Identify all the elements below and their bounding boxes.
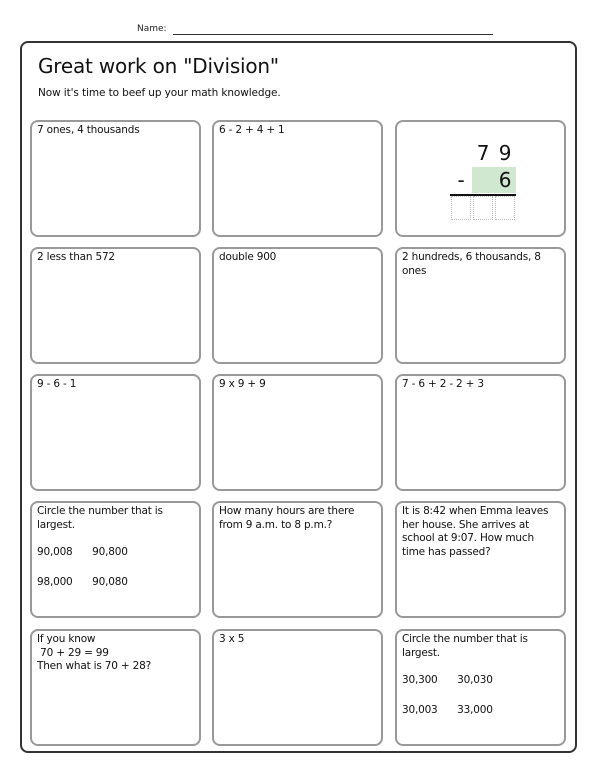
answer-box[interactable] <box>451 196 471 220</box>
digit-bottom-tens <box>472 167 494 193</box>
problem-card-9[interactable] <box>395 374 566 491</box>
problem-text: double 900 <box>219 251 277 263</box>
problem-card-1[interactable] <box>30 120 201 237</box>
problem-text: 9 - 6 - 1 <box>37 378 77 390</box>
problem-text: 7 ones, 4 thousands <box>37 124 140 136</box>
problem-text: 3 x 5 <box>219 633 245 645</box>
problem-text: It is 8:42 when Emma leaves her house. She arrives at school at 9:07. How much time has passed? <box>402 505 549 558</box>
name-label: Name: <box>137 24 167 34</box>
digit-top-ones: 9 <box>498 141 512 165</box>
minus-operator: - <box>457 168 465 192</box>
problem-text: How many hours are there from 9 a.m. to 8 p.m.? <box>219 505 355 531</box>
number-option[interactable]: 33,000 <box>457 703 493 716</box>
digit-bottom-ones: 6 <box>494 167 516 193</box>
number-option[interactable]: 90,800 <box>92 546 128 559</box>
problem-text: 6 - 2 + 4 + 1 <box>219 124 285 136</box>
problem-card-11[interactable] <box>212 501 383 618</box>
problem-line: If you know <box>37 633 96 645</box>
problem-text: Circle the number that is largest. <box>37 505 163 531</box>
name-input-line[interactable] <box>173 34 493 35</box>
problem-card-14[interactable] <box>212 629 383 746</box>
problem-text: 2 less than 572 <box>37 251 115 263</box>
problem-text: 9 x 9 + 9 <box>219 378 266 390</box>
problem-text: Circle the number that is largest. <box>402 633 528 659</box>
problem-text: 2 hundreds, 6 thousands, 8 ones <box>402 251 541 277</box>
problem-text: 7 - 6 + 2 - 2 + 3 <box>402 378 484 390</box>
number-option[interactable]: 30,300 <box>402 674 438 687</box>
number-options <box>402 674 559 717</box>
problem-card-7[interactable] <box>30 374 201 491</box>
problem-line: Then what is 70 + 28? <box>37 660 151 673</box>
number-option[interactable]: 30,030 <box>457 674 493 687</box>
problem-card-6[interactable] <box>395 247 566 364</box>
page-title: Great work on "Division" <box>38 54 279 78</box>
page-subtitle: Now it's time to beef up your math knowledge. <box>38 87 281 99</box>
number-option[interactable]: 90,008 <box>37 546 73 559</box>
number-option[interactable]: 30,003 <box>402 703 438 716</box>
problem-card-15[interactable] <box>395 629 566 746</box>
number-option[interactable]: 98,000 <box>37 575 73 588</box>
number-options <box>37 546 194 589</box>
problem-line: 70 + 29 = 99 <box>37 646 109 659</box>
problem-card-8[interactable] <box>212 374 383 491</box>
digit-top-tens: 7 <box>476 141 490 165</box>
answer-box[interactable] <box>473 196 493 220</box>
problem-card-3[interactable] <box>395 120 566 237</box>
problem-card-13[interactable] <box>30 629 201 746</box>
problem-card-4[interactable] <box>30 247 201 364</box>
problem-card-10[interactable] <box>30 501 201 618</box>
number-option[interactable]: 90,080 <box>92 575 128 588</box>
problem-text <box>37 633 194 674</box>
answer-box[interactable] <box>495 196 515 220</box>
problem-card-5[interactable] <box>212 247 383 364</box>
problem-card-2[interactable] <box>212 120 383 237</box>
problem-card-12[interactable] <box>395 501 566 618</box>
